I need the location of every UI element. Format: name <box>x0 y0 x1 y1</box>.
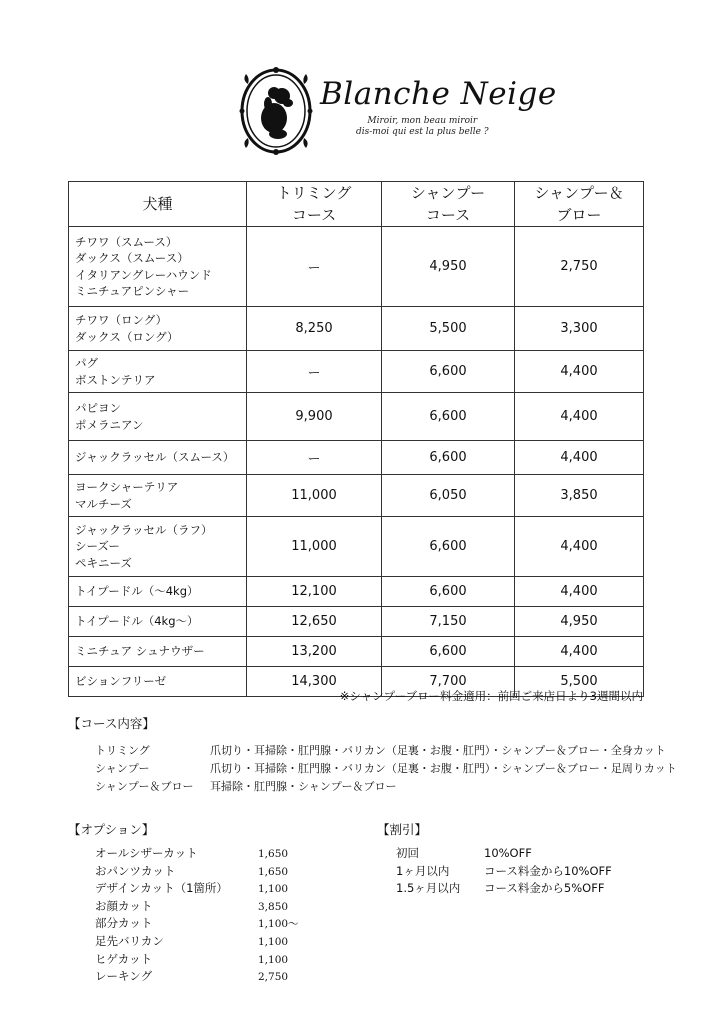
breed-cell <box>69 577 247 607</box>
breed-name: ミニチュアピンシャー <box>75 284 190 298</box>
breed-name: トイプードル（4kg〜） <box>75 614 199 629</box>
table-row <box>69 351 644 393</box>
trimming-price-cell: 12,100 <box>247 577 382 607</box>
breed-cell <box>69 517 247 577</box>
breed-name: ダックス（スムース） <box>75 251 189 265</box>
shampoo-price-cell: 6,600 <box>382 441 515 475</box>
discount-value: コース料金から10%OFF <box>484 863 612 878</box>
blow-price-cell: 4,400 <box>515 393 644 441</box>
trimming-price-cell: ー <box>247 441 382 475</box>
poodle-silhouette-icon <box>261 87 293 139</box>
trimming-price-cell: 14,300 <box>247 667 382 697</box>
breed-name: チワワ（ロング） <box>75 313 168 327</box>
option-price: 3,850 <box>258 900 289 913</box>
course-name: シャンプー＆ブロー <box>95 780 194 793</box>
option-name: デザインカット（1箇所） <box>95 881 228 896</box>
table-row <box>69 441 644 475</box>
table-header-row <box>69 182 644 227</box>
option-price: 2,750 <box>258 971 289 984</box>
breed-cell <box>69 607 247 637</box>
blow-price-cell: 3,850 <box>515 475 644 517</box>
discount-value: 10%OFF <box>484 846 532 860</box>
discount-row <box>396 863 612 879</box>
discount-label: 1ヶ月以内 <box>396 863 450 878</box>
breed-name: チワワ（スムース） <box>75 234 178 249</box>
breed-cell <box>69 475 247 517</box>
shampoo-price-cell: 6,600 <box>382 517 515 577</box>
option-row <box>95 933 288 951</box>
blow-price-cell: 4,400 <box>515 351 644 393</box>
trimming-price-cell: 13,200 <box>247 637 382 667</box>
mirror-frame-icon <box>238 66 320 156</box>
courses-title: 【コース内容】 <box>68 716 155 731</box>
trimming-price-cell: 11,000 <box>247 475 382 517</box>
trimming-price-cell: ー <box>247 227 382 307</box>
option-row <box>95 863 288 881</box>
table-row <box>69 227 644 307</box>
course-description: 爪切り・耳掃除・肛門腺・バリカン（足裏・お腹・肛門）・シャンプー＆ブロー・全身カット <box>210 744 666 757</box>
breed-name: シーズー <box>75 539 120 554</box>
option-price: 1,100 <box>258 936 289 948</box>
breed-name: ヨークシャーテリア <box>75 480 179 494</box>
shampoo-price-cell: 7,150 <box>382 607 515 637</box>
breed-name: ポメラニアン <box>75 417 144 432</box>
option-name: オールシザーカット <box>95 846 198 860</box>
option-name: ヒゲカット <box>95 951 153 966</box>
header-blow-line2: ブロー <box>556 206 602 224</box>
breed-name: ダックス（ロング） <box>75 329 179 344</box>
breed-name: イタリアングレーハウンド <box>75 267 212 282</box>
blow-price-cell: 4,400 <box>515 577 644 607</box>
breed-name: ボストンテリア <box>75 372 156 387</box>
table-row <box>69 607 644 637</box>
course-row <box>95 778 396 794</box>
motto-line-2: dis-moi qui est la plus belle ? <box>356 127 489 137</box>
shampoo-price-cell: 6,600 <box>382 351 515 393</box>
header-blow-line1: シャンプー＆ <box>534 184 624 202</box>
discounts-title: 【割引】 <box>377 822 428 837</box>
course-description: 耳掃除・肛門腺・シャンプー＆ブロー <box>210 780 397 793</box>
shampoo-blow-note: ※シャンプーブロー料金適用：前回ご来店日より3週間以内 <box>339 689 643 703</box>
breed-name: ペキニーズ <box>75 555 132 570</box>
course-name: シャンプー <box>95 762 150 775</box>
trimming-price-cell: 9,900 <box>247 393 382 441</box>
discount-label: 1.5ヶ月以内 <box>396 881 461 896</box>
motto-line-1: Miroir, mon beau miroir <box>367 116 478 126</box>
breed-cell <box>69 441 247 475</box>
options-title: 【オプション】 <box>68 822 155 837</box>
breed-name: ジャックラッセル（スムース） <box>75 450 235 465</box>
option-price: 1,650 <box>258 848 289 860</box>
breed-name: マルチーズ <box>75 496 132 511</box>
option-price: 1,100 <box>258 883 289 896</box>
table-row <box>69 637 644 667</box>
discount-row <box>396 845 532 861</box>
course-name: トリミング <box>95 744 150 757</box>
discount-label: 初回 <box>396 846 419 860</box>
breed-name: トイプードル（〜4kg） <box>75 584 199 599</box>
trimming-price-cell: 11,000 <box>247 517 382 577</box>
header-shampoo <box>382 182 515 227</box>
breed-cell <box>69 307 247 351</box>
option-name: 足先バリカン <box>95 934 164 948</box>
brand-motto <box>356 116 489 138</box>
breed-cell <box>69 393 247 441</box>
option-row <box>95 898 288 916</box>
table-row <box>69 307 644 351</box>
breed-name: ジャックラッセル（ラフ） <box>75 522 213 537</box>
breed-name: パピヨン <box>75 401 121 415</box>
header-shampoo-line2: コース <box>425 206 471 224</box>
shampoo-price-cell: 6,600 <box>382 637 515 667</box>
course-row <box>95 760 677 776</box>
breed-name: ミニチュア シュナウザー <box>75 644 205 659</box>
shampoo-price-cell: 7,700 <box>382 667 515 697</box>
breed-cell <box>69 227 247 307</box>
trimming-price-cell: ー <box>247 351 382 393</box>
trimming-price-cell: 8,250 <box>247 307 382 351</box>
breed-cell <box>69 351 247 393</box>
header-shampoo-line1: シャンプー <box>410 184 486 202</box>
table-row <box>69 475 644 517</box>
table-row <box>69 517 644 577</box>
option-name: レーキング <box>95 969 153 984</box>
shampoo-price-cell: 4,950 <box>382 227 515 307</box>
blow-price-cell: 4,950 <box>515 607 644 637</box>
blow-price-cell: 3,300 <box>515 307 644 351</box>
discount-row <box>396 880 604 896</box>
blow-price-cell: 4,400 <box>515 637 644 667</box>
option-row <box>95 880 288 898</box>
header-shampoo-blow <box>515 182 644 227</box>
option-price: 1,650 <box>258 865 289 878</box>
brand-logo <box>238 66 557 156</box>
blow-price-cell: 5,500 <box>515 667 644 697</box>
breed-name: パグ <box>75 356 98 370</box>
option-price: 1,100〜 <box>258 918 299 931</box>
table-row <box>69 577 644 607</box>
header-breed: 犬種 <box>69 182 247 227</box>
option-row <box>95 968 288 986</box>
blow-price-cell: 2,750 <box>515 227 644 307</box>
brand-name: Blanche Neige <box>320 76 557 112</box>
header-trimming-line1: トリミング <box>276 184 352 202</box>
course-description: 爪切り・耳掃除・肛門腺・バリカン（足裏・お腹・肛門）・シャンプー＆ブロー・足周りカット <box>210 762 677 775</box>
option-name: おパンツカット <box>95 863 176 878</box>
shampoo-price-cell: 6,600 <box>382 577 515 607</box>
option-name: お顔カット <box>95 898 153 913</box>
price-table <box>68 181 644 697</box>
course-row <box>95 742 666 758</box>
header-trimming-line2: コース <box>291 206 337 224</box>
breed-name: ビションフリーゼ <box>75 674 167 689</box>
blow-price-cell: 4,400 <box>515 517 644 577</box>
shampoo-price-cell: 6,050 <box>382 475 515 517</box>
header-trimming <box>247 182 382 227</box>
option-name: 部分カット <box>95 916 153 931</box>
table-row <box>69 393 644 441</box>
option-row <box>95 951 288 969</box>
breed-cell <box>69 637 247 667</box>
breed-cell <box>69 667 247 697</box>
shampoo-price-cell: 5,500 <box>382 307 515 351</box>
option-row <box>95 915 299 933</box>
trimming-price-cell: 12,650 <box>247 607 382 637</box>
option-row <box>95 845 288 863</box>
discount-value: コース料金から5%OFF <box>484 881 605 896</box>
option-price: 1,100 <box>258 953 289 966</box>
shampoo-price-cell: 6,600 <box>382 393 515 441</box>
blow-price-cell: 4,400 <box>515 441 644 475</box>
